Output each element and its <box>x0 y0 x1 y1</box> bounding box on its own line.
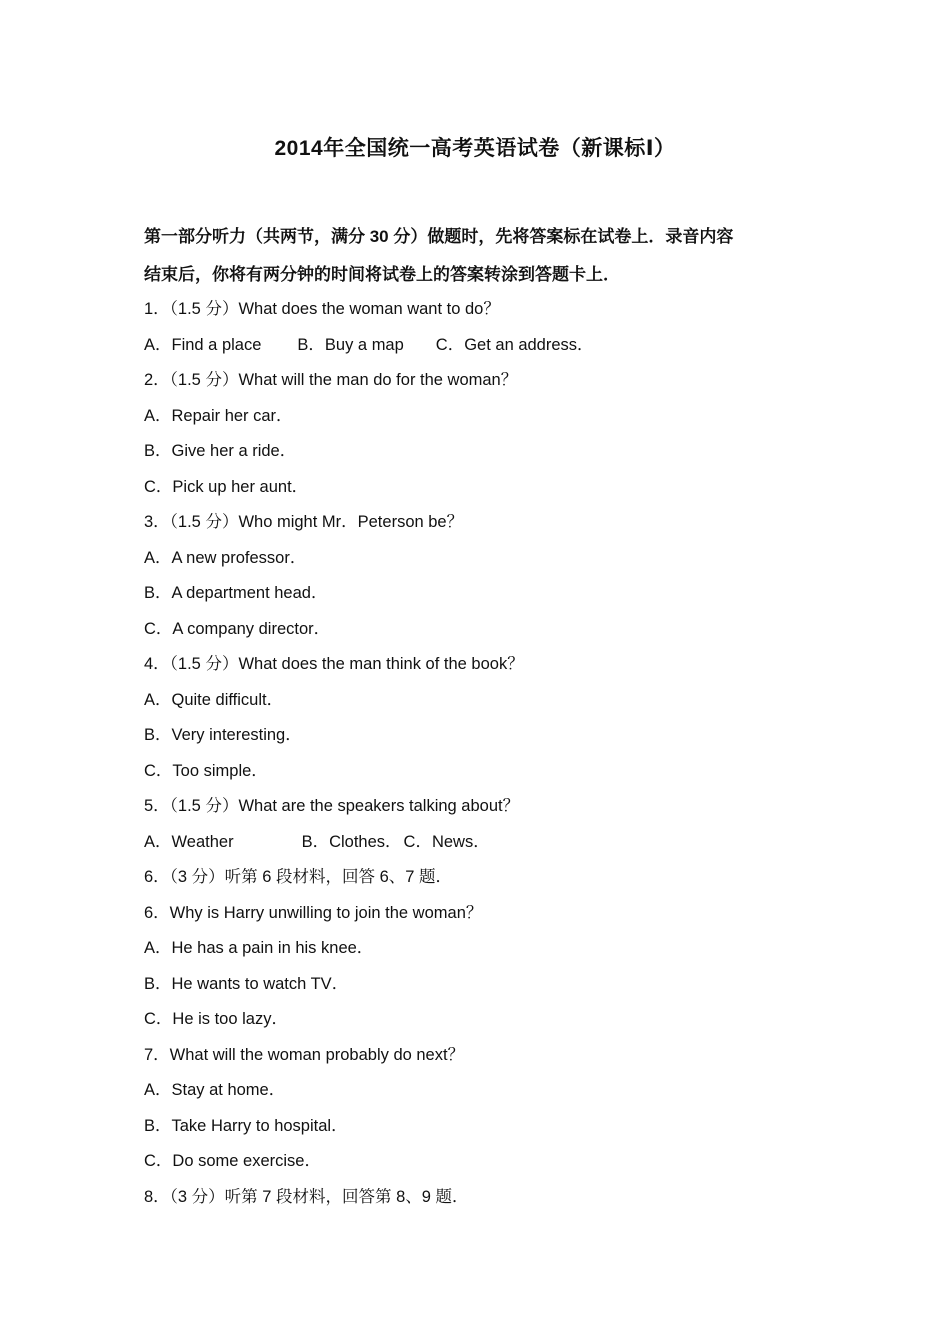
page-title: 2014年全国统一高考英语试卷（新课标Ⅰ） <box>274 137 676 160</box>
question-2-option-b: B．Give her a ride． <box>144 442 297 460</box>
question-2-option-a: A．Repair her car． <box>144 407 293 425</box>
question-6-option-a: A．He has a pain in his knee． <box>144 939 374 957</box>
question-6-header: 6．（3 分）听第 6 段材料，回答 6、7 题． <box>144 868 453 886</box>
question-7-option-c: C．Do some exercise． <box>144 1152 321 1170</box>
section-intro-line-2: 结束后，你将有两分钟的时间将试卷上的答案转涂到答题卡上． <box>144 265 620 284</box>
option-c: C．News． <box>403 833 490 851</box>
option-a: A．Weather <box>144 833 234 851</box>
question-3-option-b: B．A department head． <box>144 584 328 602</box>
question-5-stem: 5．（1.5 分）What are the speakers talking about？ <box>144 797 520 815</box>
option-b: B．Buy a map <box>297 336 404 354</box>
question-3-option-c: C．A company director． <box>144 620 331 638</box>
question-4-stem: 4．（1.5 分）What does the man think of the book？ <box>144 655 524 673</box>
question-3-option-a: A．A new professor． <box>144 549 307 567</box>
question-7-stem: 7．What will the woman probably do next？ <box>144 1046 465 1064</box>
option-b: B．Clothes． <box>301 833 402 851</box>
section-intro-line-1: 第一部分听力（共两节，满分 30 分）做题时，先将答案标在试卷上．录音内容 <box>144 227 734 246</box>
question-4-option-b: B．Very interesting． <box>144 726 302 744</box>
question-1-options <box>144 331 594 355</box>
question-2-stem: 2．（1.5 分）What will the man do for the woman？ <box>144 371 518 389</box>
question-3-stem: 3．（1.5 分）Who might Mr．Peterson be？ <box>144 513 464 531</box>
question-4-option-c: C．Too simple． <box>144 762 268 780</box>
option-a: A．Find a place <box>144 336 262 354</box>
question-1-stem: 1．（1.5 分）What does the woman want to do？ <box>144 300 500 318</box>
option-c: C．Get an address． <box>435 336 594 354</box>
question-7-option-a: A．Stay at home． <box>144 1081 286 1099</box>
question-8-header: 8．（3 分）听第 7 段材料，回答第 8、9 题． <box>144 1188 469 1206</box>
question-2-option-c: C．Pick up her aunt． <box>144 478 309 496</box>
question-5-options <box>144 828 490 852</box>
question-4-option-a: A．Quite difficult． <box>144 691 284 709</box>
question-6-stem: 6．Why is Harry unwilling to join the woman？ <box>144 904 483 922</box>
question-6-option-c: C．He is too lazy． <box>144 1010 288 1028</box>
question-7-option-b: B．Take Harry to hospital． <box>144 1117 348 1135</box>
question-6-option-b: B．He wants to watch TV． <box>144 975 349 993</box>
